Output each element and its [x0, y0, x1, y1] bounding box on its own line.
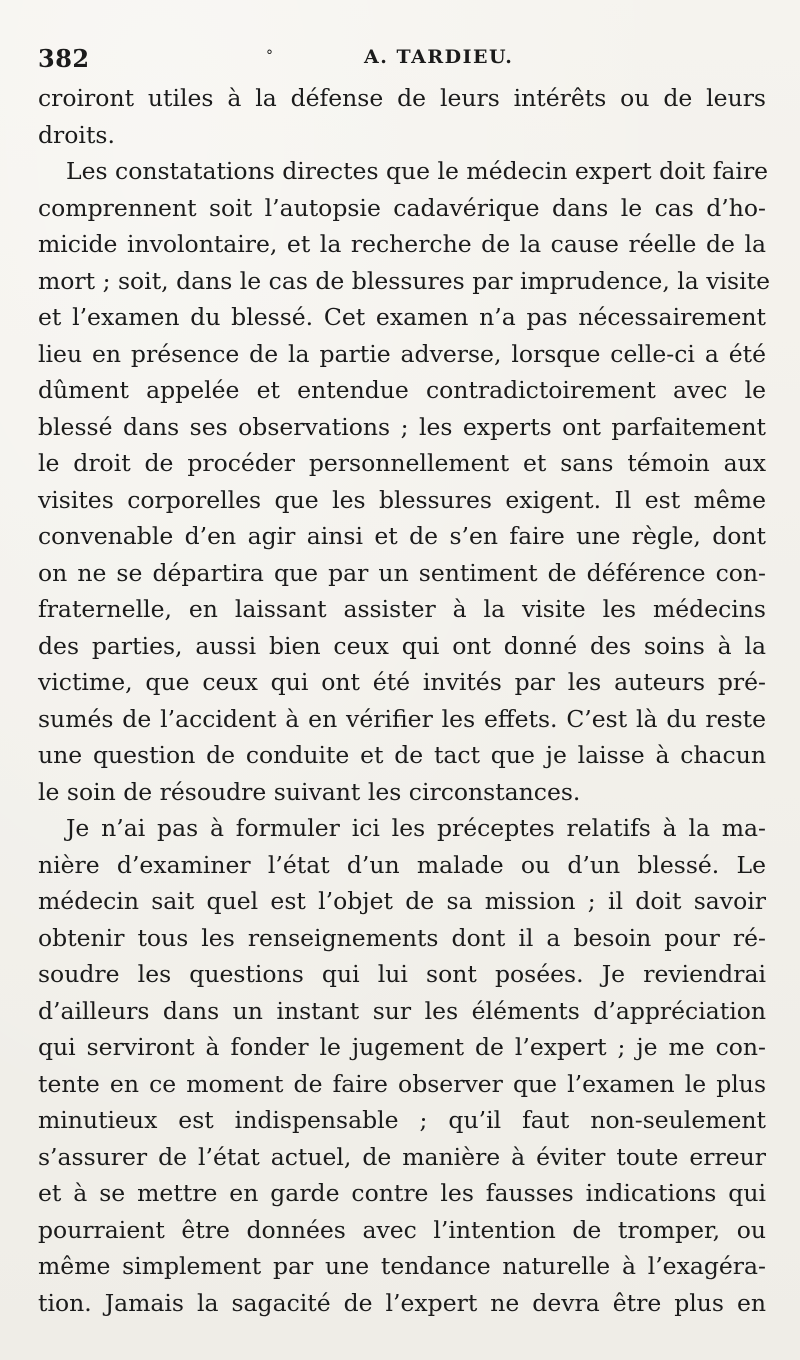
text-line: droits.	[38, 120, 115, 149]
text-line: visites corporelles que les blessures exigent. Il est même	[38, 485, 766, 514]
text-line: dûment appelée et entendue contradictoirement avec le	[38, 376, 766, 404]
text-line: d’ailleurs dans un instant sur les éléments d’appréciation	[38, 996, 766, 1025]
text-line: le soin de résoudre suivant les circonstances.	[38, 777, 581, 806]
text-line: fraternelle, en laissant assister à la visite les médecins	[38, 595, 766, 623]
text-line: minutieux est indispensable ; qu’il faut non-seulement	[38, 1106, 766, 1134]
text-line: même simplement par une tendance naturelle à l’exagéra-	[38, 1252, 766, 1280]
text-line: sumés de l’accident à en vérifier les effets. C’est là du reste	[38, 704, 766, 733]
text-line: soudre les questions qui lui sont posées. Je reviendrai	[38, 960, 766, 988]
text-line: convenable d’en agir ainsi et de s’en faire une règle, dont	[38, 522, 766, 550]
text-line: tente en ce moment de faire observer que l’examen le plus	[38, 1069, 766, 1098]
running-head	[38, 36, 766, 80]
text-line: Les constatations directes que le médecin expert doit faire	[66, 157, 769, 185]
text-line: et l’examen du blessé. Cet examen n’a pas nécessairement	[38, 303, 766, 331]
page-number: 382	[38, 44, 90, 73]
text-line: blessé dans ses observations ; les experts ont parfaitement	[38, 412, 766, 441]
running-head-author: A. TARDIEU.	[364, 46, 514, 68]
head-ornament: °	[266, 48, 273, 64]
text-line: nière d’examiner l’état d’un malade ou d’un blessé. Le	[38, 850, 766, 879]
text-line: tion. Jamais la sagacité de l’expert ne devra être plus en	[38, 1288, 766, 1317]
text-line: médecin sait quel est l’objet de sa mission ; il doit savoir	[38, 887, 766, 915]
text-line: et à se mettre en garde contre les fausses indications qui	[38, 1179, 766, 1207]
text-line: on ne se départira que par un sentiment de déférence con-	[38, 558, 766, 587]
text-line: obtenir tous les renseignements dont il a besoin pour ré-	[38, 923, 766, 952]
text-line: pourraient être données avec l’intention de tromper, ou	[38, 1215, 766, 1244]
text-line: qui serviront à fonder le jugement de l’expert ; je me con-	[38, 1033, 766, 1061]
text-line: des parties, aussi bien ceux qui ont donné des soins à la	[38, 631, 766, 660]
text-line: mort ; soit, dans le cas de blessures par imprudence, la visite	[38, 266, 770, 295]
body-text	[38, 80, 770, 1321]
text-line: croiront utiles à la défense de leurs intérêts ou de leurs	[38, 84, 766, 112]
text-line: comprennent soit l’autopsie cadavérique dans le cas d’ho-	[38, 193, 766, 222]
text-line: le droit de procéder personnellement et sans témoin aux	[38, 449, 766, 477]
text-line: victime, que ceux qui ont été invités par les auteurs pré-	[38, 668, 766, 696]
text-line: une question de conduite et de tact que je laisse à chacun	[38, 741, 766, 769]
text-line: Je n’ai pas à formuler ici les préceptes relatifs à la ma-	[66, 814, 766, 842]
text-line: s’assurer de l’état actuel, de manière à éviter toute erreur	[38, 1142, 766, 1171]
text-line: micide involontaire, et la recherche de la cause réelle de la	[38, 230, 766, 258]
text-line: lieu en présence de la partie adverse, lorsque celle-ci a été	[38, 339, 766, 368]
